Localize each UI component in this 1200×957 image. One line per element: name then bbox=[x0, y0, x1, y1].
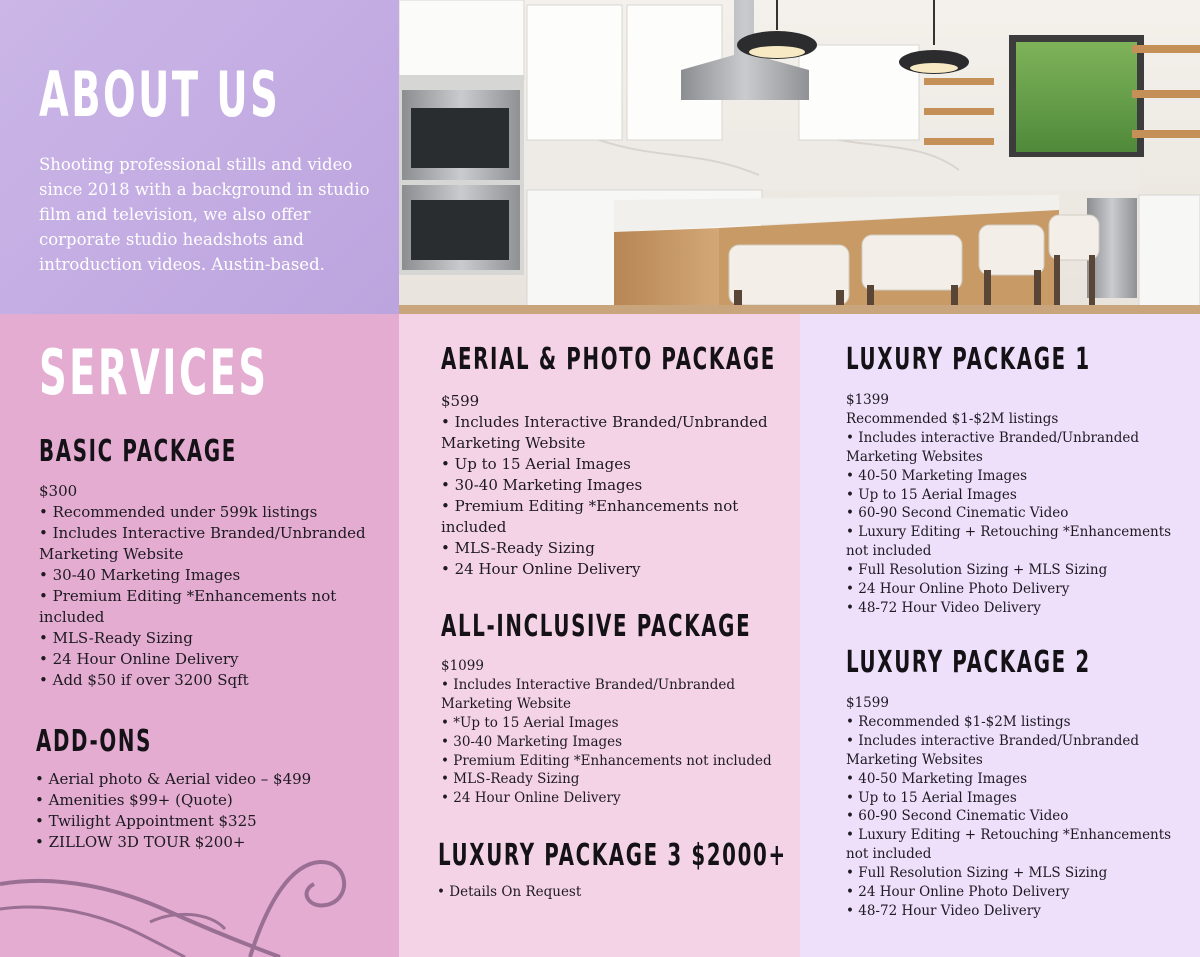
list-item: Marketing Website bbox=[39, 545, 184, 563]
aerial-package-heading: AERIAL & PHOTO PACKAGE bbox=[441, 342, 776, 377]
list-item: • 24 Hour Online Photo Delivery bbox=[846, 581, 1070, 598]
kitchen-photo bbox=[399, 0, 1200, 314]
list-item: • 60-90 Second Cinematic Video bbox=[846, 505, 1069, 522]
list-item: • 48-72 Hour Video Delivery bbox=[846, 902, 1041, 919]
list-item: • 24 Hour Online Photo Delivery bbox=[846, 884, 1070, 901]
addons-heading: ADD-ONS bbox=[36, 724, 152, 759]
list-item: Marketing Websites bbox=[846, 751, 983, 768]
list-item: Marketing Websites bbox=[846, 448, 983, 465]
luxury-package-2-price: $1599 bbox=[846, 695, 889, 711]
list-item: • Premium Editing *Enhancements not included bbox=[441, 752, 772, 769]
list-item: • 48-72 Hour Video Delivery bbox=[846, 599, 1041, 616]
services-section bbox=[0, 314, 399, 957]
list-item: • Full Resolution Sizing + MLS Sizing bbox=[846, 562, 1108, 579]
list-item: • 40-50 Marketing Images bbox=[846, 467, 1028, 484]
list-item: Recommended $1-$2M listings bbox=[846, 410, 1059, 427]
kitchen-illustration bbox=[399, 0, 1200, 314]
list-item: • ZILLOW 3D TOUR $200+ bbox=[35, 833, 246, 851]
list-item: • MLS-Ready Sizing bbox=[441, 539, 595, 557]
basic-package-price: $300 bbox=[39, 482, 78, 500]
list-item: • Includes interactive Branded/Unbranded bbox=[846, 732, 1139, 749]
all-inclusive-details bbox=[441, 657, 772, 808]
list-item: • Up to 15 Aerial Images bbox=[846, 486, 1017, 503]
middle-packages-section bbox=[399, 314, 800, 957]
luxury-package-3-heading: LUXURY PACKAGE 3 $2000+ bbox=[438, 838, 787, 873]
list-item: • MLS-Ready Sizing bbox=[39, 629, 193, 647]
about-title: ABOUT US bbox=[39, 58, 281, 131]
list-item: • 40-50 Marketing Images bbox=[846, 770, 1028, 787]
list-item: • Luxury Editing + Retouching *Enhancements bbox=[846, 524, 1172, 541]
list-item: • *Up to 15 Aerial Images bbox=[441, 714, 619, 731]
all-inclusive-heading: ALL-INCLUSIVE PACKAGE bbox=[441, 609, 752, 644]
basic-package-details bbox=[39, 481, 366, 691]
list-item: Marketing Website bbox=[441, 695, 571, 712]
list-item: • Up to 15 Aerial Images bbox=[846, 789, 1017, 806]
list-item: included bbox=[441, 518, 507, 536]
aerial-package-details bbox=[441, 391, 768, 580]
list-item: • 24 Hour Online Delivery bbox=[39, 650, 239, 668]
list-item: • Recommended $1-$2M listings bbox=[846, 713, 1071, 730]
list-item: • Aerial photo & Aerial video – $499 bbox=[35, 770, 312, 788]
list-item: • Details On Request bbox=[437, 884, 582, 900]
list-item: • Includes interactive Branded/Unbranded bbox=[846, 429, 1139, 446]
about-section bbox=[0, 0, 399, 314]
all-inclusive-price: $1099 bbox=[441, 658, 484, 674]
list-item: • 24 Hour Online Delivery bbox=[441, 790, 621, 807]
list-item: • Includes Interactive Branded/Unbranded bbox=[39, 524, 366, 542]
list-item: • 30-40 Marketing Images bbox=[441, 476, 643, 494]
list-item: • Amenities $99+ (Quote) bbox=[35, 791, 233, 809]
luxury-package-2-details bbox=[846, 694, 1171, 921]
luxury-package-1-details bbox=[846, 391, 1171, 618]
aerial-package-price: $599 bbox=[441, 392, 480, 410]
list-item: • Luxury Editing + Retouching *Enhancements bbox=[846, 827, 1172, 844]
luxury-package-1-heading: LUXURY PACKAGE 1 bbox=[846, 342, 1091, 377]
list-item: • Premium Editing *Enhancements not bbox=[39, 587, 337, 605]
list-item: included bbox=[39, 608, 105, 626]
list-item: • Twilight Appointment $325 bbox=[35, 812, 257, 830]
list-item: not included bbox=[846, 543, 932, 560]
list-item: • 24 Hour Online Delivery bbox=[441, 560, 641, 578]
list-item: • Add $50 if over 3200 Sqft bbox=[39, 671, 249, 689]
about-text: Shooting professional stills and video since 2018 with a background in studio film and television, we also offer corporate studio headshots and introduction videos. Austin-based. bbox=[39, 155, 370, 274]
list-item: not included bbox=[846, 846, 932, 863]
luxury-package-2-heading: LUXURY PACKAGE 2 bbox=[846, 645, 1091, 680]
list-item: • 30-40 Marketing Images bbox=[441, 733, 623, 750]
luxury-package-3-details bbox=[437, 883, 581, 902]
list-item: Marketing Website bbox=[441, 434, 586, 452]
list-item: • 30-40 Marketing Images bbox=[39, 566, 241, 584]
luxury-packages-section bbox=[800, 314, 1200, 957]
list-item: • MLS-Ready Sizing bbox=[441, 771, 580, 788]
list-item: • 60-90 Second Cinematic Video bbox=[846, 808, 1069, 825]
list-item: • Includes Interactive Branded/Unbranded bbox=[441, 676, 735, 693]
list-item: • Up to 15 Aerial Images bbox=[441, 455, 631, 473]
luxury-package-1-price: $1399 bbox=[846, 392, 889, 408]
list-item: • Premium Editing *Enhancements not bbox=[441, 497, 739, 515]
services-title: SERVICES bbox=[39, 336, 269, 409]
list-item: • Full Resolution Sizing + MLS Sizing bbox=[846, 865, 1108, 882]
swirl-ornament bbox=[0, 834, 399, 957]
basic-package-heading: BASIC PACKAGE bbox=[39, 434, 237, 469]
list-item: • Recommended under 599k listings bbox=[39, 503, 318, 521]
list-item: • Includes Interactive Branded/Unbranded bbox=[441, 413, 768, 431]
